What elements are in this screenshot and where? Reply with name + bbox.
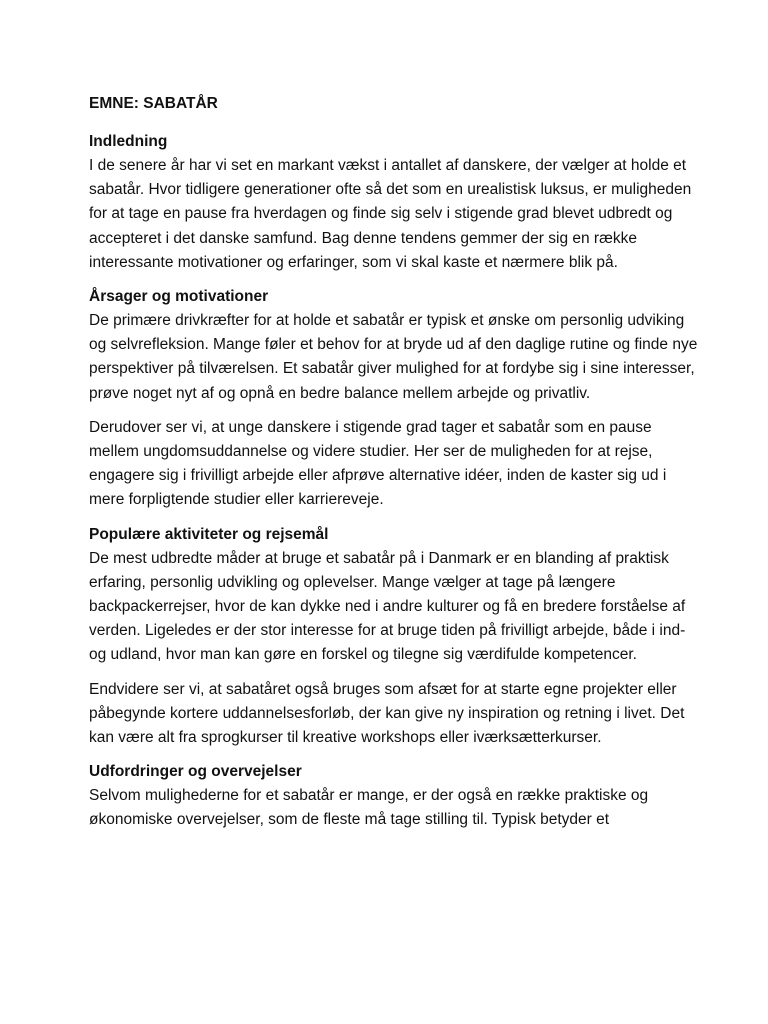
section-heading: Årsager og motivationer (89, 288, 269, 306)
section-heading: Indledning (89, 133, 168, 150)
section-populaere-aktiviteter (89, 523, 699, 751)
section-aarsager (89, 285, 699, 513)
section-indledning (89, 130, 699, 275)
paragraph: I de senere år har vi set en markant vækst i antallet af danskere, der vælger at holde et sabatår. Hvor tidligere generationer ofte så det som en urealistisk luksus, er muligheden for at tage en pause fra hverdagen og finde sig selv i stigende grad blevet udbredt og accepteret i det danske samfund. Bag denne tendens gemmer der sig en række interessante motivationer og erfaringer, som vi skal kaste et nærmere blik på. (89, 157, 692, 271)
paragraph: Derudover ser vi, at unge danskere i stigende grad tager et sabatår som en pause mellem ungdomsuddannelse og videre studier. Her ser de muligheden for at rejse, engagere sig i frivilligt arbejde eller afprøve alternative idéer, inden de kaster sig ud i mere forpligtende studier eller karriereveje. (89, 418, 667, 509)
section-heading: Populære aktiviteter og rejsemål (89, 525, 329, 543)
section-heading: Udfordringer og overvejelser (89, 763, 302, 781)
paragraph: Selvom mulighederne for et sabatår er mange, er der også en række praktiske og økonomiske overvejelser, som de fleste må tage stilling til. Typisk betyder et (89, 787, 649, 829)
paragraph: De primære drivkræfter for at holde et sabatår er typisk et ønske om personlig udviking og selvrefleksion. Mange føler et behov for at bryde ud af den daglige rutine og finde nye perspektiver på tilværelsen. Et sabatår giver mulighed for at fordybe sig i sine interesser, prøve noget nyt af og opnå en bedre balance mellem arbejde og privatliv. (89, 312, 698, 402)
paragraph: De mest udbredte måder at bruge et sabatår på i Danmark er en blanding af praktisk erfaring, personlig udvikling og oplevelser. Mange vælger at tage på længere backpackerrejser, hvor de kan dykke ned i andre kulturer og få en bredere forståelse af verden. Ligeledes er der stor interesse for at bruge tiden på frivilligt arbejde, både i ind- og udland, hvor man kan gøre en forskel og tilegne sig værdifulde kompetencer. (89, 549, 686, 664)
section-udfordringer (89, 760, 699, 832)
paragraph: Endvidere ser vi, at sabatåret også bruges som afsæt for at starte egne projekter eller påbegynde kortere uddannelsesforløb, der kan give ny inspiration og retning i livet. Det kan være alt fra sprogkurser til kreative workshops eller iværksætterkurser. (89, 680, 685, 747)
document-page (89, 92, 699, 843)
document-title: EMNE: SABATÅR (89, 95, 218, 112)
